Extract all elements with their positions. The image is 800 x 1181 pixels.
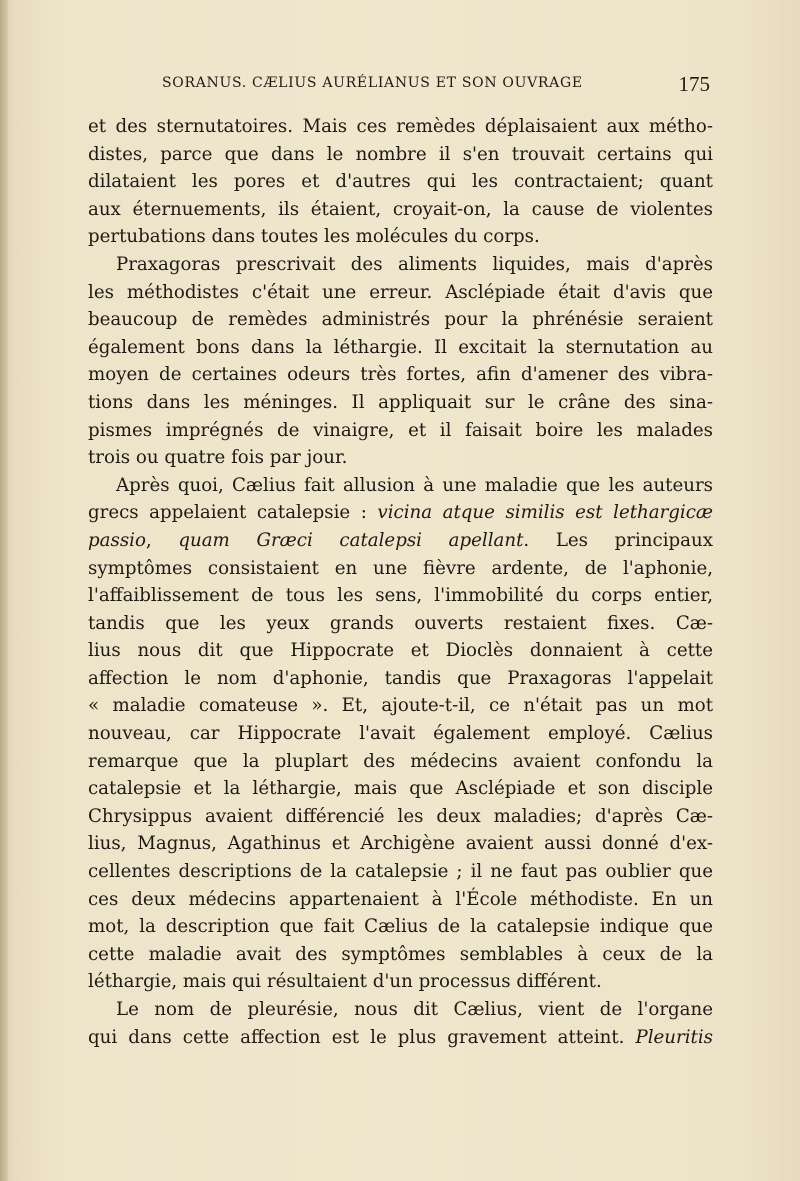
text-segment: grecs appelaient catalepsie : [88,502,378,524]
text-line [88,692,713,720]
text-segment: pismes imprégnés de vinaigre, et il faisait boire les malades [88,419,713,441]
text-line [88,472,713,500]
text-line [88,251,713,279]
text-segment: qui dans cette affection est le plus gravement atteint. [88,1026,636,1048]
text-segment: léthargie, mais qui résultaient d'un processus différent. [88,971,602,993]
text-line [88,499,713,527]
text-segment: moyen de certaines odeurs très fortes, afin d'amener des vibra- [88,364,713,386]
text-line [88,223,713,251]
italic-segment: Pleuritis [635,1026,713,1048]
text-segment: distes, parce que dans le nombre il s'en trouvait certains qui [88,143,713,165]
text-segment: , [145,529,179,551]
text-segment: mot, la description que fait Cælius de la catalepsie indique que [88,916,713,938]
text-line [88,444,713,472]
text-line [88,1024,713,1052]
text-segment: trois ou quatre fois par jour. [88,447,348,469]
text-line [88,141,713,169]
text-segment: aux éternuements, ils étaient, croyait-on, la cause de violentes [88,198,713,220]
text-line [88,389,713,417]
text-line [88,996,713,1024]
text-segment: Chrysippus avaient différencié les deux maladies; d'après Cæ- [88,805,713,827]
text-segment: . Les principaux [523,529,713,551]
text-segment: ces deux médecins appartenaient à l'École méthodiste. En un [88,888,713,910]
text-line [88,610,713,638]
text-segment: Après quoi, Cælius fait allusion à une maladie que les auteurs [116,474,713,496]
text-line [88,527,713,555]
running-title: SORANUS. CÆLIUS AURÉLIANUS ET SON OUVRAGE [162,75,583,91]
text-segment: également bons dans la léthargie. Il excitait la sternutation au [88,336,713,358]
text-segment: Praxagoras prescrivait des aliments liquides, mais d'après [116,253,713,275]
text-line [88,858,713,886]
text-segment: cellentes descriptions de la catalepsie ; il ne faut pas oublier que [88,861,713,883]
text-line [88,582,713,610]
body-text [88,113,713,1051]
text-line [88,748,713,776]
text-segment: tandis que les yeux grands ouverts restaient fixes. Cæ- [88,612,713,634]
text-line [88,555,713,583]
text-segment: lius nous dit que Hippocrate et Dioclès donnaient à cette [88,640,713,662]
text-line [88,196,713,224]
text-line [88,886,713,914]
text-line [88,720,713,748]
text-segment: affection le nom d'aphonie, tandis que Praxagoras l'appelait [88,667,713,689]
binding-edge [0,0,8,1181]
text-line [88,279,713,307]
text-line [88,361,713,389]
text-segment: tions dans les méninges. Il appliquait sur le crâne des sina- [88,391,713,413]
text-segment: et des sternutatoires. Mais ces remèdes déplaisaient aux métho- [88,116,713,137]
text-line [88,913,713,941]
text-segment: lius, Magnus, Agathinus et Archigène avaient aussi donné d'ex- [88,833,713,855]
page-number: 175 [678,72,710,96]
text-segment: pertubations dans toutes les molécules du corps. [88,226,540,248]
text-segment: les méthodistes c'était une erreur. Asclépiade était d'avis que [88,281,713,303]
text-line [88,803,713,831]
italic-segment: vicina atque similis est lethargicæ [377,502,713,524]
text-line [88,306,713,334]
text-segment: dilataient les pores et d'autres qui les contractaient; quant [88,171,713,193]
text-line [88,775,713,803]
text-segment: remarque que la pluplart des médecins avaient confondu la [88,750,713,772]
text-line [88,830,713,858]
text-line [88,941,713,969]
text-segment: nouveau, car Hippocrate l'avait également employé. Cælius [88,723,713,745]
text-line [88,334,713,362]
text-line [88,168,713,196]
text-segment: beaucoup de remèdes administrés pour la phrénésie seraient [88,309,713,331]
text-line [88,417,713,445]
italic-segment: passio [88,529,146,551]
text-segment: l'affaiblissement de tous les sens, l'immobilité du corps entier, [88,585,713,607]
text-line [88,968,713,996]
text-segment: catalepsie et la léthargie, mais que Asclépiade et son disciple [88,778,713,800]
text-segment: cette maladie avait des symptômes semblables à ceux de la [88,943,713,965]
text-segment: Le nom de pleurésie, nous dit Cælius, vient de l'organe [116,999,713,1020]
text-line [88,113,713,141]
running-head [162,72,710,96]
text-segment: « maladie comateuse ». Et, ajoute-t-il, ce n'était pas un mot [88,695,713,717]
italic-segment: quam Græci catalepsi apellant [178,529,524,551]
text-segment: symptômes consistaient en une fièvre ardente, de l'aphonie, [88,557,713,579]
text-line [88,637,713,665]
text-line [88,665,713,693]
